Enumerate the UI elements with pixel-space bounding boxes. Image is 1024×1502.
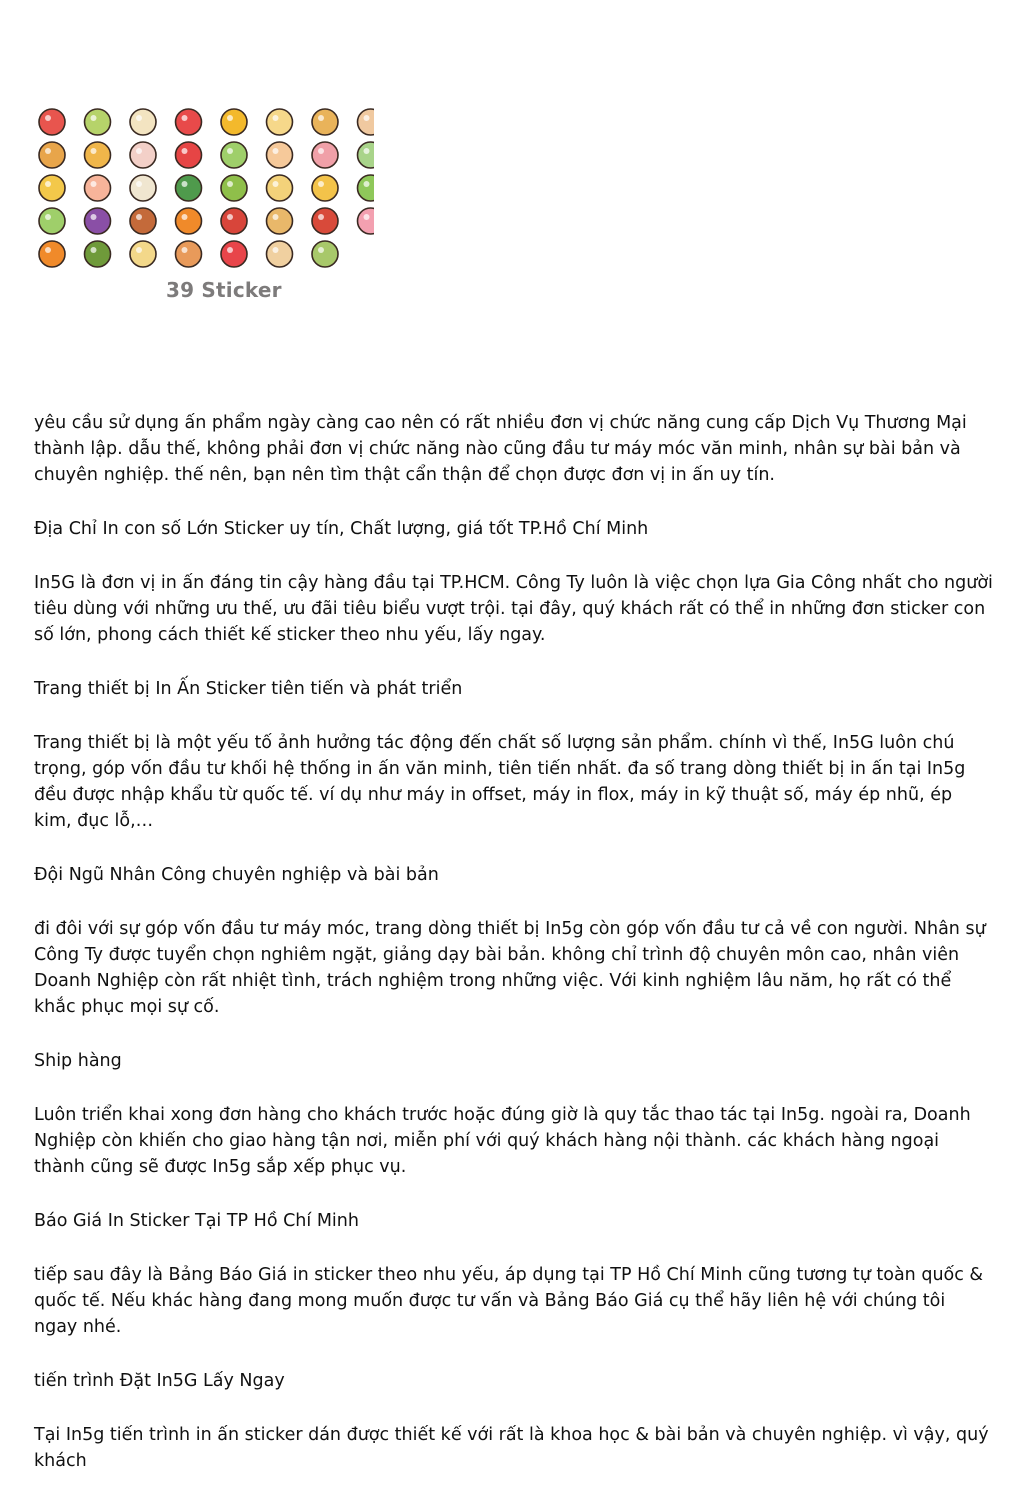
section-heading-shipping: Ship hàng	[34, 1051, 122, 1071]
donut-ring-sticker	[176, 241, 202, 267]
address-paragraph: In5G là đơn vị in ấn đáng tin cậy hàng đầu tại TP.HCM. Công Ty luôn là việc chọn lựa Gia Công nhất cho người tiêu dùng với những ưu thế, ưu đãi tiêu biểu vượt trội. tại đây, quý khách rất có thể in những đơn sticker con số lớn, phong cách thiết kế sticker theo nhu yếu, lấy ngay.	[34, 573, 993, 645]
tomato-can-sticker	[312, 208, 338, 234]
section-heading-address: Địa Chỉ In con số Lớn Sticker uy tín, Chất lượng, giá tốt TP.Hồ Chí Minh	[34, 519, 649, 539]
corn-sticker	[312, 175, 338, 201]
pricing-paragraph: tiếp sau đây là Bảng Báo Giá in sticker theo nhu yếu, áp dụng tại TP Hồ Chí Minh cũng tương tự toàn quốc & quốc tế. Nếu khác hàng đang mong muốn được tư vấn và Bảng Báo Giá cụ thể hãy liên hệ với chúng tôi ngay nhé.	[34, 1265, 984, 1337]
grapes-sticker	[221, 142, 247, 168]
kiwi-sticker	[221, 175, 247, 201]
cake-sticker	[130, 142, 156, 168]
matcha-drink-sticker	[312, 241, 338, 267]
mango-sticker	[221, 109, 247, 135]
watermelon-slice-sticker	[39, 109, 65, 135]
pear-sticker	[85, 109, 111, 135]
bear-dessert-sticker	[358, 109, 375, 135]
melon-sticker	[39, 208, 65, 234]
persimmon-sticker	[176, 208, 202, 234]
peach-sticker	[85, 175, 111, 201]
strawberry-sticker	[176, 109, 202, 135]
sticker-sheet-image	[34, 100, 374, 310]
sticker-caption: 39 Sticker	[166, 278, 282, 302]
avocado-sticker	[85, 241, 111, 267]
equipment-paragraph: Trang thiết bị là một yếu tố ảnh hưởng tác động đến chất số lượng sản phẩm. chính vì thế, In5G luôn chú trọng, góp vốn đầu tư khối hệ thống in ấn văn minh, tiên tiến nhất. đa số trang dòng thiết bị in ấn tại In5g đều được nhập khẩu từ quốc tế. ví dụ như máy in offset, máy in flox, máy in kỹ thuật số, máy ép nhũ, ép kim, đục lỗ,…	[34, 733, 966, 831]
section-heading-pricing: Báo Giá In Sticker Tại TP Hồ Chí Minh	[34, 1211, 359, 1231]
eggplant-sticker	[85, 208, 111, 234]
frog-dessert-sticker	[358, 142, 375, 168]
see-you-heart-sticker	[221, 241, 247, 267]
section-heading-staff: Đội Ngũ Nhân Công chuyên nghiệp và bài bản	[34, 865, 439, 885]
staff-paragraph: đi đôi với sự góp vốn đầu tư máy móc, trang dòng thiết bị In5g còn góp vốn đầu tư cả về con người. Nhân sự Công Ty được tuyển chọn nghiêm ngặt, giảng dạy bài bản. không chỉ trình độ chuyên môn cao, nhân viên Doanh Nghiệp còn rất nhiệt tình, trách nghiệm trong những việc. Với kinh nghiệm lâu năm, họ rất có thể khắc phục mọi sự cố.	[34, 919, 986, 1017]
jam-jar-sticker	[221, 208, 247, 234]
juice-can-sticker	[358, 175, 375, 201]
popcorn-sticker	[130, 109, 156, 135]
bread-sticker	[267, 208, 293, 234]
watermelon-sticker	[176, 175, 202, 201]
strawberry-cake-sticker	[312, 142, 338, 168]
egg-tart-sticker	[267, 175, 293, 201]
pudding-sticker	[130, 241, 156, 267]
section-heading-process: tiến trình Đặt In5G Lấy Ngay	[34, 1371, 285, 1391]
cat-cup-sticker	[130, 175, 156, 201]
apple-sticker	[176, 142, 202, 168]
donut-sticker	[39, 142, 65, 168]
pineapple-sticker	[85, 142, 111, 168]
shipping-paragraph: Luôn triển khai xong đơn hàng cho khách trước hoặc đúng giờ là quy tắc thao tác tại In5g. ngoài ra, Doanh Nghiệp còn khiến cho giao hàng tận nơi, miễn phí với quý khách hàng nội thành. các khách hàng ngoại thành cũng sẽ được In5g sắp xếp phục vụ.	[34, 1105, 971, 1177]
waffle-sticker	[312, 109, 338, 135]
article-body	[34, 410, 994, 1502]
ice-cream-sundae-sticker	[267, 109, 293, 135]
sticker-grid	[34, 100, 374, 280]
ice-cream-cone-sticker	[267, 142, 293, 168]
dango-sticker	[358, 208, 375, 234]
coffee-jar-sticker	[130, 208, 156, 234]
section-heading-equipment: Trang thiết bị In Ấn Sticker tiên tiến và phát triển	[34, 679, 463, 699]
cup-dessert-sticker	[267, 241, 293, 267]
process-paragraph: Tại In5g tiến trình in ấn sticker dán được thiết kế với rất là khoa học & bài bản và chuyên nghiệp. vì vậy, quý khách	[34, 1425, 989, 1471]
orange-sticker	[39, 241, 65, 267]
intro-paragraph: yêu cầu sử dụng ấn phẩm ngày càng cao nên có rất nhiều đơn vị chức năng cung cấp Dịch Vụ Thương Mại thành lập. dẫu thế, không phải đơn vị chức năng nào cũng đầu tư máy móc văn minh, nhân sự bài bản và chuyên nghiệp. thế nên, bạn nên tìm thật cẩn thận để chọn được đơn vị in ấn uy tín.	[34, 413, 967, 485]
banana-sticker	[39, 175, 65, 201]
